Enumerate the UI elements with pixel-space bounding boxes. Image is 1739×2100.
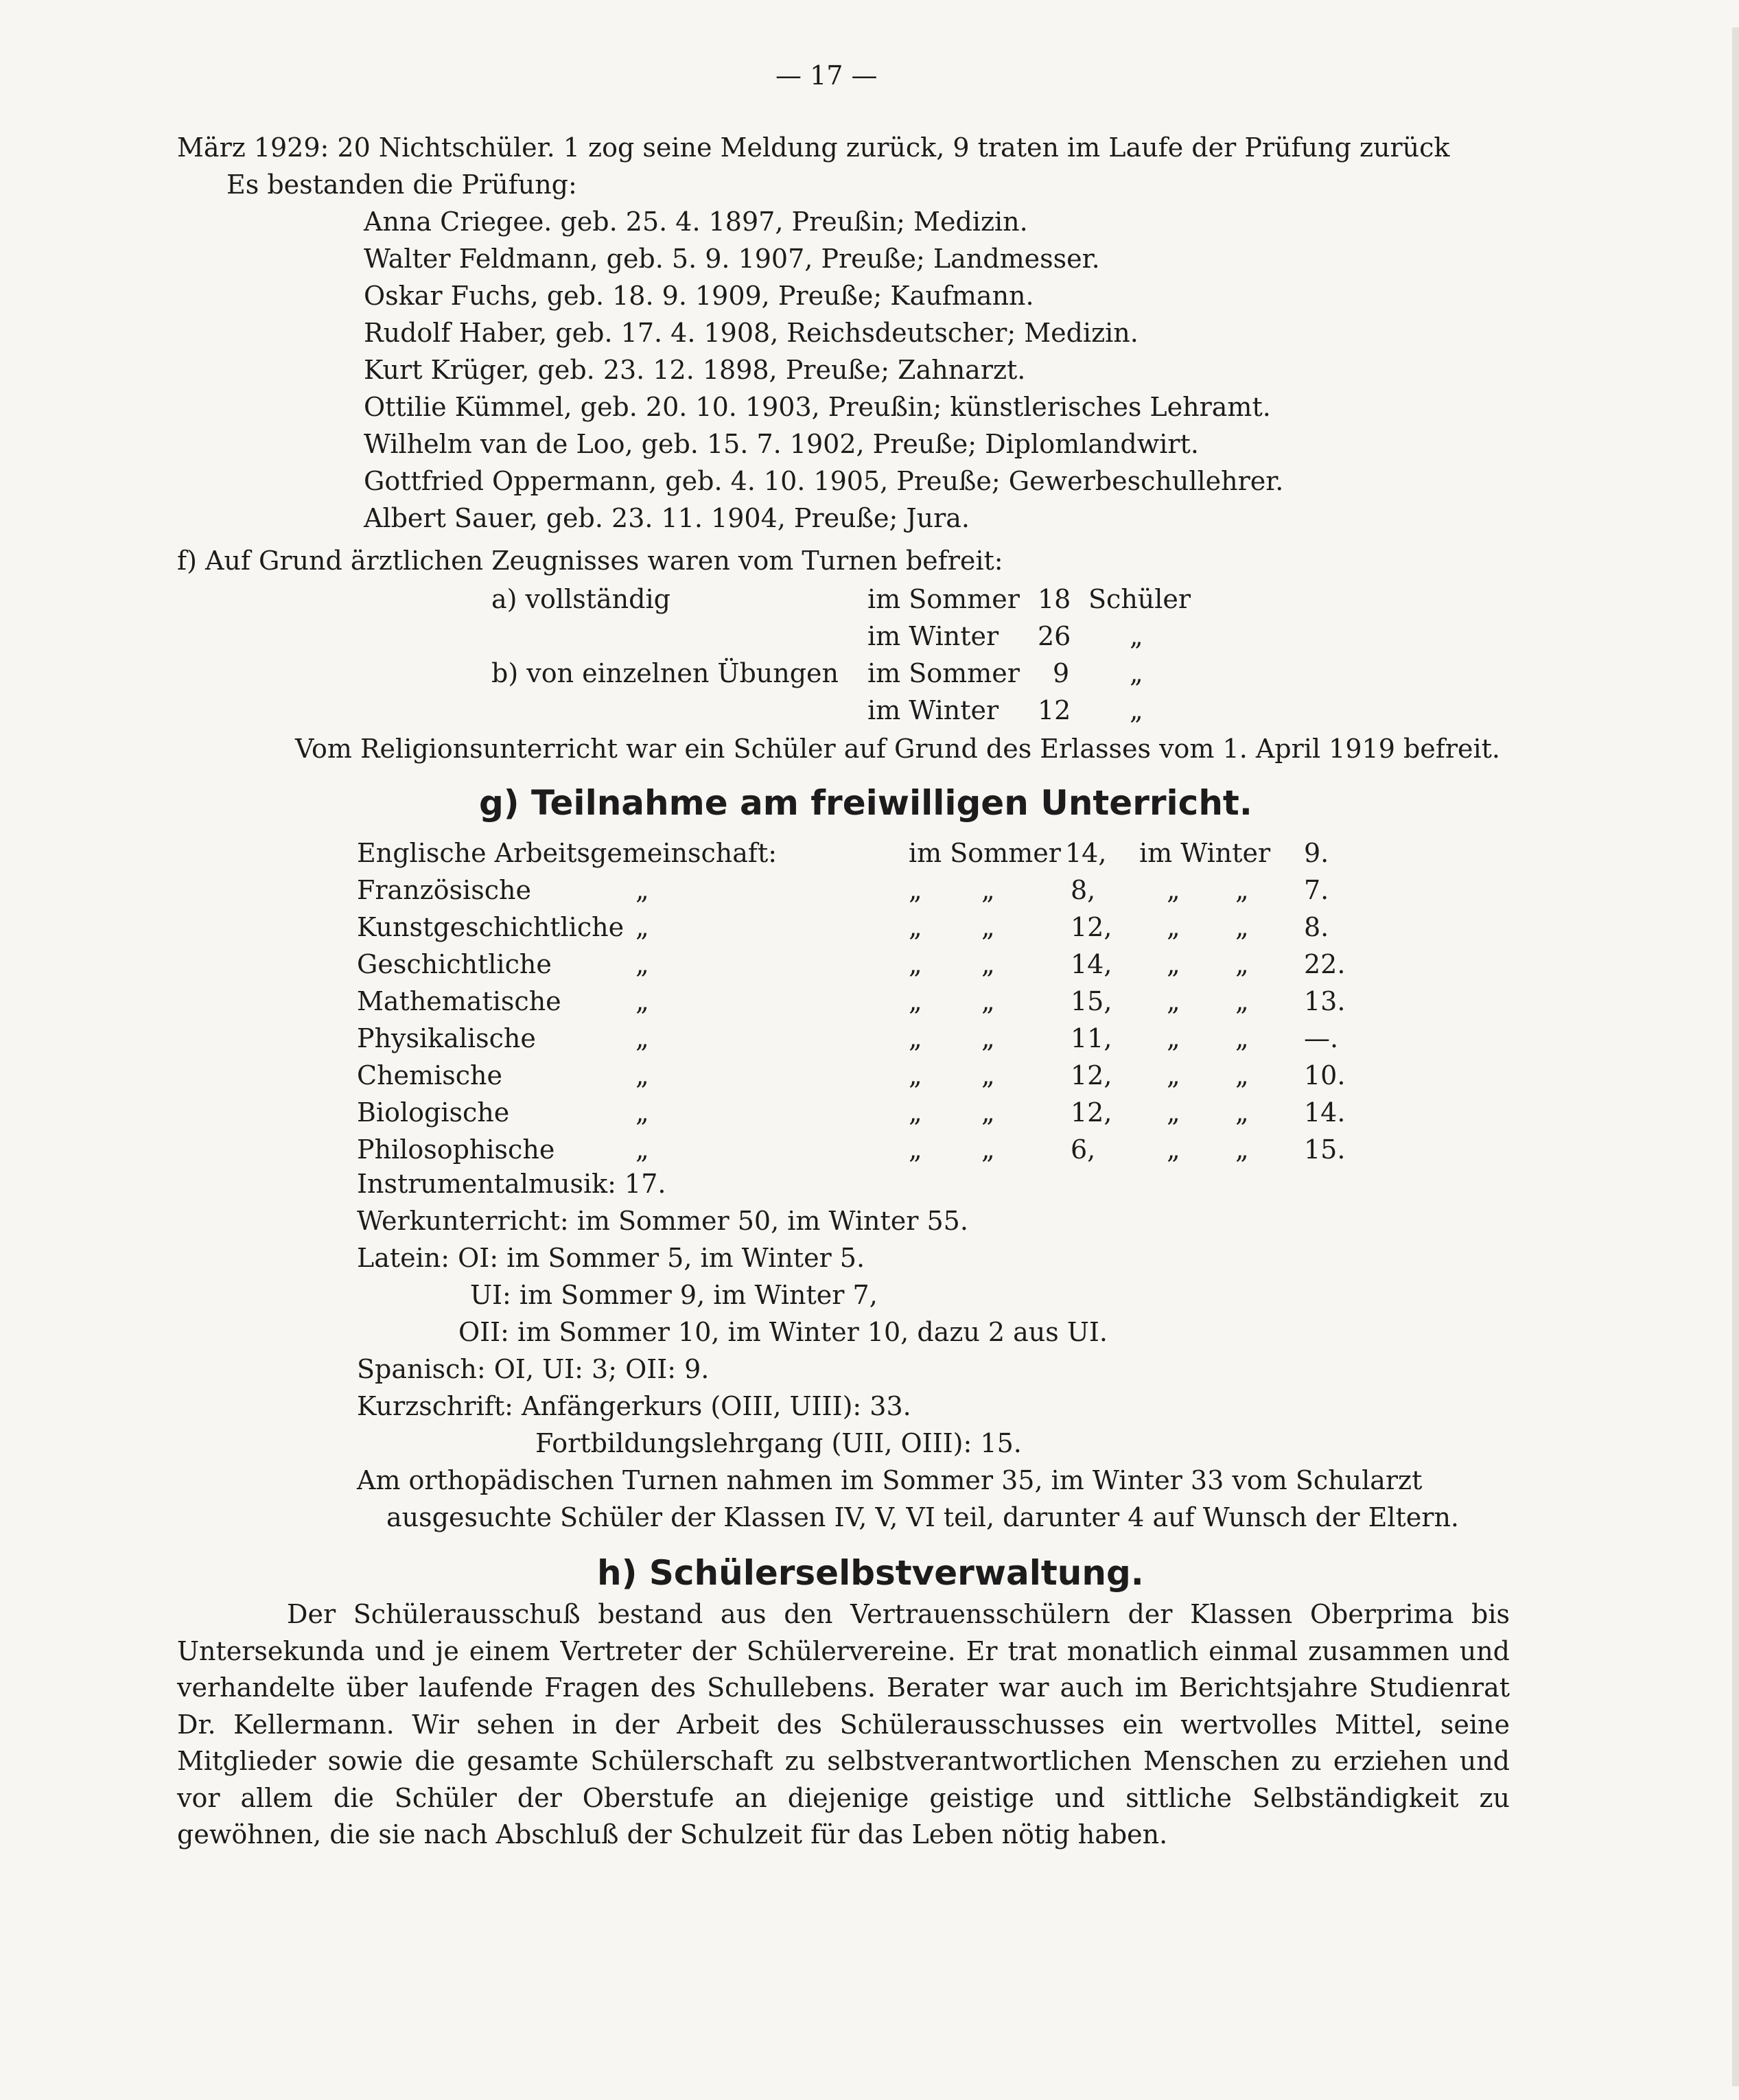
course-s: „	[909, 912, 922, 942]
sport-term: im Winter	[867, 695, 999, 725]
course-q: „	[635, 1060, 649, 1090]
course-wv: 8.	[1304, 912, 1329, 942]
course-sv: 12,	[1071, 912, 1112, 942]
course-sv: 8,	[1071, 875, 1096, 905]
course-name: Physikalische	[357, 1023, 536, 1053]
course-w: „	[1167, 1060, 1180, 1090]
course-s-repeat: „	[981, 1060, 995, 1090]
course-name: Biologische	[357, 1097, 510, 1128]
course-name: Chemische	[357, 1060, 502, 1090]
page-edge	[1732, 27, 1739, 2086]
course-w-repeat: „	[1235, 1060, 1249, 1090]
course-name: Kunstgeschichtliche	[357, 912, 625, 942]
course-s: „	[909, 1134, 922, 1165]
course-s: „	[909, 1060, 922, 1090]
course-name: Geschichtliche	[357, 949, 552, 979]
passed-entry: Oskar Fuchs, geb. 18. 9. 1909, Preuße; Kaufmann.	[364, 281, 1034, 311]
course-w-repeat: „	[1235, 1097, 1249, 1128]
section-h-title: h) Schülerselbstverwaltung.	[597, 1553, 1144, 1593]
sport-unit: „	[1130, 621, 1143, 651]
passed-entry: Gottfried Oppermann, geb. 4. 10. 1905, Preuße; Gewerbeschullehrer.	[364, 466, 1284, 496]
course-s: im Sommer	[909, 838, 1061, 868]
course-wv: 15.	[1304, 1134, 1346, 1165]
sport-label: a) vollständig	[491, 584, 670, 614]
passed-entry: Wilhelm van de Loo, geb. 15. 7. 1902, Preuße; Diplomlandwirt.	[364, 429, 1199, 459]
course-s-repeat: „	[981, 949, 995, 979]
course-q: „	[635, 1097, 649, 1128]
latin-line: UI: im Sommer 9, im Winter 7,	[470, 1280, 878, 1310]
course-sv: 12,	[1071, 1097, 1112, 1128]
sport-label: b) von einzelnen Übungen	[491, 658, 839, 688]
exam-line-2: Es bestanden die Prüfung:	[226, 170, 577, 200]
course-w: „	[1167, 912, 1180, 942]
course-name: Philosophische	[357, 1134, 555, 1165]
course-s-repeat: „	[981, 1097, 995, 1128]
course-wv: —.	[1304, 1023, 1339, 1053]
course-sv: 6,	[1071, 1134, 1096, 1165]
exam-line-1: März 1929: 20 Nichtschüler. 1 zog seine Meldung zurück, 9 traten im Laufe der Prüfung zurück	[177, 132, 1450, 163]
course-s: „	[909, 986, 922, 1016]
course-wv: 22.	[1304, 949, 1346, 979]
course-w: „	[1167, 1023, 1180, 1053]
section-g-title: g) Teilnahme am freiwilligen Unterricht.	[479, 783, 1252, 823]
course-w: „	[1167, 949, 1180, 979]
course-q: „	[635, 949, 649, 979]
religion-note: Vom Religionsunterricht war ein Schüler auf Grund des Erlasses vom 1. April 1919 befreit.	[295, 734, 1500, 764]
course-sv: 15,	[1071, 986, 1112, 1016]
course-wv: 9.	[1304, 838, 1329, 868]
sport-count: 12	[1038, 695, 1071, 725]
passed-entry: Rudolf Haber, geb. 17. 4. 1908, Reichsdeutscher; Medizin.	[364, 318, 1139, 348]
course-s: „	[909, 1023, 922, 1053]
course-name: Englische Arbeitsgemeinschaft:	[357, 838, 778, 868]
course-s: „	[909, 949, 922, 979]
course-q: „	[635, 1023, 649, 1053]
spanish-line: Spanisch: OI, UI: 3; OII: 9.	[357, 1354, 710, 1384]
course-w-repeat: „	[1235, 949, 1249, 979]
sport-term: im Sommer	[867, 584, 1020, 614]
sport-unit: „	[1130, 695, 1143, 725]
course-w-repeat: „	[1235, 875, 1249, 905]
orthopedic-line: ausgesuchte Schüler der Klassen IV, V, VI teil, darunter 4 auf Wunsch der Eltern.	[386, 1502, 1459, 1532]
course-w: „	[1167, 875, 1180, 905]
course-s-repeat: „	[981, 912, 995, 942]
course-w-repeat: „	[1235, 1134, 1249, 1165]
page-number: — 17 —	[775, 60, 878, 91]
course-name: Mathematische	[357, 986, 561, 1016]
sport-term: im Winter	[867, 621, 999, 651]
course-name: Französische	[357, 875, 531, 905]
course-wv: 14.	[1304, 1097, 1346, 1128]
course-wv: 10.	[1304, 1060, 1346, 1090]
course-q: „	[635, 875, 649, 905]
course-s-repeat: „	[981, 1023, 995, 1053]
course-w: „	[1167, 986, 1180, 1016]
latin-line: OII: im Sommer 10, im Winter 10, dazu 2 aus UI.	[458, 1317, 1108, 1347]
course-w-repeat: „	[1235, 1023, 1249, 1053]
course-sv: 12,	[1071, 1060, 1112, 1090]
sport-count: 26	[1038, 621, 1071, 651]
course-wv: 13.	[1304, 986, 1346, 1016]
sport-unit: Schüler	[1088, 584, 1191, 614]
course-w: „	[1167, 1097, 1180, 1128]
orthopedic-line: Am orthopädischen Turnen nahmen im Sommer 35, im Winter 33 vom Schularzt	[357, 1465, 1423, 1495]
shorthand-line: Fortbildungslehrgang (UII, OIII): 15.	[535, 1428, 1022, 1458]
course-s-repeat: „	[981, 986, 995, 1016]
workshop-line: Werkunterricht: im Sommer 50, im Winter 55.	[357, 1206, 968, 1236]
sport-count: 9	[1053, 658, 1070, 688]
section-h-paragraph: Der Schülerausschuß bestand aus den Vertrauensschülern der Klassen Oberprima bis Untersekunda und je einem Vertreter der Schülervereine. Er trat monatlich einmal zusammen und verhandelte über laufende Fragen des Schullebens. Berater war auch im Berichtsjahre Studienrat Dr. Kellermann. Wir sehen in der Arbeit des Schülerausschusses ein wertvolles Mittel, seine Mitglieder sowie die gesamte Schülerschaft zu selbstverantwortlichen Menschen zu erziehen und vor allem die Schüler der Oberstufe an diejenige geistige und sittliche Selbständigkeit zu gewöhnen, die sie nach Abschluß der Schulzeit für das Leben nötig haben.	[177, 1599, 1510, 1850]
course-w: „	[1167, 1134, 1180, 1165]
passed-entry: Walter Feldmann, geb. 5. 9. 1907, Preuße; Landmesser.	[364, 244, 1100, 274]
sport-unit: „	[1130, 658, 1143, 688]
shorthand-line: Kurzschrift: Anfängerkurs (OIII, UIII): 33.	[357, 1391, 911, 1421]
music-line: Instrumentalmusik: 17.	[357, 1169, 666, 1199]
course-q: „	[635, 1134, 649, 1165]
course-s-repeat: „	[981, 1134, 995, 1165]
sport-heading: f) Auf Grund ärztlichen Zeugnisses waren vom Turnen befreit:	[177, 546, 1003, 576]
passed-entry: Albert Sauer, geb. 23. 11. 1904, Preuße; Jura.	[364, 503, 970, 533]
course-sv: 11,	[1071, 1023, 1112, 1053]
course-wv: 7.	[1304, 875, 1329, 905]
course-w-repeat: „	[1235, 986, 1249, 1016]
passed-entry: Anna Criegee. geb. 25. 4. 1897, Preußin; Medizin.	[364, 207, 1028, 237]
course-w-repeat: „	[1235, 912, 1249, 942]
passed-entry: Kurt Krüger, geb. 23. 12. 1898, Preuße; Zahnarzt.	[364, 355, 1026, 385]
course-s-repeat: „	[981, 875, 995, 905]
sport-count: 18	[1038, 584, 1071, 614]
passed-entry: Ottilie Kümmel, geb. 20. 10. 1903, Preußin; künstlerisches Lehramt.	[364, 392, 1271, 422]
course-sv: 14,	[1065, 838, 1107, 868]
latin-line: Latein: OI: im Sommer 5, im Winter 5.	[357, 1243, 865, 1273]
course-s: „	[909, 875, 922, 905]
course-q: „	[635, 912, 649, 942]
course-w: im Winter	[1139, 838, 1271, 868]
course-sv: 14,	[1071, 949, 1112, 979]
course-q: „	[635, 986, 649, 1016]
sport-term: im Sommer	[867, 658, 1020, 688]
course-s: „	[909, 1097, 922, 1128]
